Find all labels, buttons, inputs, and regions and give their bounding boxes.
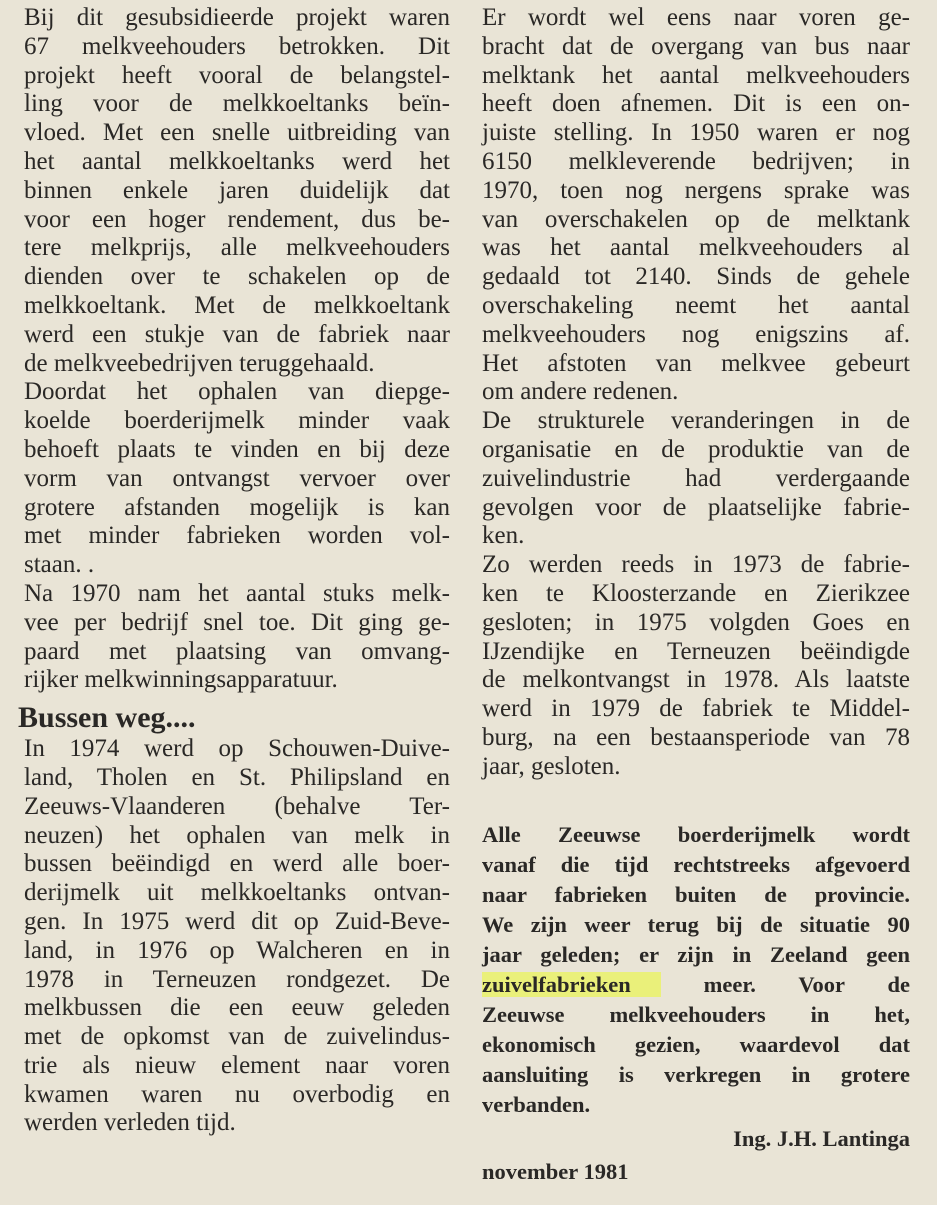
text-line: rijker melkwinningsapparatuur. xyxy=(24,666,338,694)
text-line: gesloten; in 1975 volgden Goes en xyxy=(482,608,910,636)
text-line: 67 melkveehouders betrokken. Dit xyxy=(24,32,450,60)
text-line: Zo werden reeds in 1973 de fabrie- xyxy=(482,551,910,579)
text-line: ling voor de melkkoeltanks beïn- xyxy=(24,90,450,118)
text-line: Het afstoten van melkvee gebeurt xyxy=(482,349,910,377)
text-line: gen. In 1975 werd dit op Zuid-Beve- xyxy=(24,907,450,935)
text-line: binnen enkele jaren duidelijk dat xyxy=(24,176,450,204)
text-line: gevolgen voor de plaatselijke fabrie- xyxy=(482,493,910,521)
text-line: grotere afstanden mogelijk is kan xyxy=(24,493,450,521)
bold-text-line: ekonomisch gezien, waardevol dat xyxy=(482,1031,910,1057)
paragraph-sluitingen xyxy=(482,551,910,781)
text-line: neuzen) het ophalen van melk in xyxy=(24,821,450,849)
text-line: koelde boerderijmelk minder vaak xyxy=(24,407,450,435)
text-line: de melkveebedrijven teruggehaald. xyxy=(24,349,375,377)
section-heading: Bussen weg.... xyxy=(18,701,196,735)
bold-text-line: naar fabrieken buiten de provincie. xyxy=(482,881,910,907)
text-line: Zeeuws-Vlaanderen (behalve Ter- xyxy=(24,792,450,820)
right-column xyxy=(482,4,910,1189)
text-line: de melkontvangst in 1978. Als laatste xyxy=(482,666,910,694)
paragraph-strukturele xyxy=(482,407,910,551)
text-line: trie als nieuw element naar voren xyxy=(24,1051,450,1079)
left-column xyxy=(18,4,450,1138)
text-line: bussen beëindigd en werd alle boer- xyxy=(24,850,450,878)
text-line: projekt heeft vooral de belangstel- xyxy=(24,61,450,89)
text-line: gedaald tot 2140. Sinds de gehele xyxy=(482,263,910,291)
text-line: was het aantal melkveehouders al xyxy=(482,234,910,262)
text-line: werden verleden tijd. xyxy=(24,1109,236,1137)
text-line: werd in 1979 de fabriek te Middel- xyxy=(482,695,910,723)
paragraph-bussen xyxy=(24,735,450,1138)
bold-text-line: Zeeuwse melkveehouders in het, xyxy=(482,1001,910,1027)
text-line: Bij dit gesubsidieerde projekt waren xyxy=(24,4,450,31)
text-line: Doordat het ophalen van diepge- xyxy=(24,378,450,406)
text-line: kwamen waren nu overbodig en xyxy=(24,1080,450,1108)
bold-text-line: vanaf die tijd rechtstreeks afgevoerd xyxy=(482,851,910,877)
text-line: van overschakelen op de melktank xyxy=(482,205,910,233)
text-line: met de opkomst van de zuivelindus- xyxy=(24,1023,450,1051)
text-line: jaar, gesloten. xyxy=(482,752,621,780)
text-line: staan. . xyxy=(24,551,95,579)
text-line: melktank het aantal melkveehouders xyxy=(482,61,910,89)
text-line: Er wordt wel eens naar voren ge- xyxy=(482,4,910,31)
text-line: het aantal melkkoeltanks werd het xyxy=(24,147,450,175)
text-line: voor een hoger rendement, dus be- xyxy=(24,205,450,233)
text-line: land, Tholen en St. Philipsland en xyxy=(24,763,450,791)
bold-text-line: aansluiting is verkregen in grotere xyxy=(482,1061,910,1087)
text-line: bracht dat de overgang van bus naar xyxy=(482,32,910,60)
text-line: om andere redenen. xyxy=(482,378,679,406)
text-line: zuivelindustrie had verdergaande xyxy=(482,464,910,492)
text-line: Na 1970 nam het aantal stuks melk- xyxy=(24,579,450,607)
bold-text-line xyxy=(482,970,910,1000)
text-line: In 1974 werd op Schouwen-Duive- xyxy=(24,735,450,763)
paragraph-overgang xyxy=(482,4,910,407)
text-line: 6150 melkleverende bedrijven; in xyxy=(482,147,910,175)
text-line: paard met plaatsing van omvang- xyxy=(24,637,450,665)
paragraph-projekt xyxy=(24,4,450,378)
text-line: overschakeling neemt het aantal xyxy=(482,291,910,319)
highlighted-word: zuivelfabrieken xyxy=(482,972,661,997)
text-line: werd een stukje van de fabriek naar xyxy=(24,320,450,348)
paragraph-na-1970 xyxy=(24,580,450,695)
text-line: juiste stelling. In 1950 waren er nog xyxy=(482,119,910,147)
text-line: met minder fabrieken worden vol- xyxy=(24,522,450,550)
text-line: vloed. Met een snelle uitbreiding van xyxy=(24,119,450,147)
bold-text-line: verbanden. xyxy=(482,1091,591,1117)
bold-text-line: jaar geleden; er zijn in Zeeland geen xyxy=(482,941,910,967)
bold-text-line: We zijn weer terug bij de situatie 90 xyxy=(482,911,910,937)
text-line: melkkoeltank. Met de melkkoeltank xyxy=(24,291,450,319)
text-line: burg, na een bestaansperiode van 78 xyxy=(482,723,910,751)
text-line: 1970, toen nog nergens sprake was xyxy=(482,176,910,204)
text-line: vee per bedrijf snel toe. Dit ging ge- xyxy=(24,608,450,636)
text-line: 1978 in Terneuzen rondgezet. De xyxy=(24,965,450,993)
text-line: IJzendijke en Terneuzen beëindigde xyxy=(482,637,910,665)
paragraph-ophalen xyxy=(24,378,450,580)
text-line: tere melkprijs, alle melkveehouders xyxy=(24,234,450,262)
author-signature: Ing. J.H. Lantinga xyxy=(733,1125,910,1151)
text-line: melkveehouders nog enigszins af. xyxy=(482,320,910,348)
text-line: dienden over te schakelen op de xyxy=(24,263,450,291)
text-line: heeft doen afnemen. Dit is een on- xyxy=(482,90,910,118)
text-line: derijmelk uit melkkoeltanks ontvan- xyxy=(24,879,450,907)
text-line: melkbussen die een eeuw geleden xyxy=(24,994,450,1022)
text-line: behoeft plaats te vinden en bij deze xyxy=(24,435,450,463)
bold-text-fragment: meer. Voor de xyxy=(703,971,911,997)
text-line: ken. xyxy=(482,522,525,550)
bold-text-line: Alle Zeeuwse boerderijmelk wordt xyxy=(482,821,910,847)
text-line: organisatie en de produktie van de xyxy=(482,435,910,463)
conclusion-block xyxy=(482,820,910,1120)
text-line: land, in 1976 op Walcheren en in xyxy=(24,936,450,964)
text-line: ken te Kloosterzande en Zierikzee xyxy=(482,579,910,607)
text-line: vorm van ontvangst vervoer over xyxy=(24,464,450,492)
text-line: De strukturele veranderingen in de xyxy=(482,407,910,435)
publication-date: november 1981 xyxy=(482,1158,629,1184)
